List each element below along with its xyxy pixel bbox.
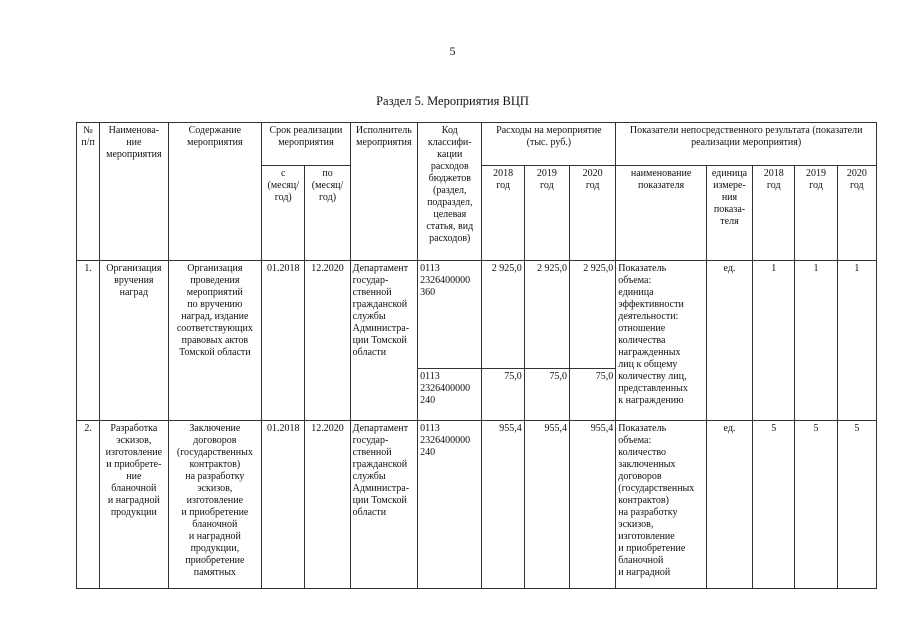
row-num: 1. [77, 261, 100, 421]
header-name: Наименова- ние мероприятия [100, 123, 168, 261]
header-period-from: с (месяц/ год) [262, 166, 305, 261]
row-num: 2. [77, 421, 100, 589]
events-table [76, 122, 877, 589]
row-exp-2020: 955,4 [569, 421, 615, 589]
header-num: № п/п [77, 123, 100, 261]
row-content: Организация проведения мероприятий по вручению наград, издание соответствующих правовых актов Томской области [168, 261, 262, 421]
row-exp-2020: 75,0 [569, 369, 615, 421]
row-name: Разработка эскизов, изготовление и приобрете- ние бланочной и наградной продукции [100, 421, 168, 589]
header-row-1 [77, 123, 877, 166]
row-name: Организация вручения наград [100, 261, 168, 421]
header-content: Содержание мероприятия [168, 123, 262, 261]
row-content: Заключение договоров (государственных контрактов) на разработку эскизов, изготовление и приобретение бланочной и наградной продукции, приобретение памятных [168, 421, 262, 589]
row-executor: Департамент государ- ственной гражданской службы Администра- ции Томской области [350, 421, 417, 589]
row-executor: Департамент государ- ственной гражданской службы Администра- ции Томской области [350, 261, 417, 421]
section-title: Раздел 5. Мероприятия ВЦП [376, 94, 529, 108]
row-from: 01.2018 [262, 261, 305, 421]
row-exp-2019: 75,0 [524, 369, 569, 421]
row-exp-2018: 2 925,0 [482, 261, 524, 369]
header-exp-2018: 2018 год [482, 166, 524, 261]
row-ind-2020: 5 [837, 421, 876, 589]
header-ind-2020: 2020 год [837, 166, 876, 261]
row-indicator-name: Показатель объема: единица эффективности деятельности: отношение количества награжденных лиц к общему количеству лиц, представленных к награждению [616, 261, 707, 421]
header-ind-2019: 2019 год [795, 166, 837, 261]
row-indicator-unit: ед. [706, 421, 752, 589]
table-row [77, 261, 877, 369]
row-ind-2020: 1 [837, 261, 876, 421]
header-exp-2019: 2019 год [524, 166, 569, 261]
header-indicators: Показатели непосредственного результата (показатели реализации мероприятия) [616, 123, 877, 166]
row-exp-2020: 2 925,0 [569, 261, 615, 369]
header-period-to: по (месяц/ год) [305, 166, 350, 261]
header-period: Срок реализации мероприятия [262, 123, 351, 166]
header-indicator-unit: единица измере- ния показа- теля [706, 166, 752, 261]
row-to: 12.2020 [305, 261, 350, 421]
row-code: 0113 2326400000 240 [418, 421, 482, 589]
row-exp-2019: 955,4 [524, 421, 569, 589]
table-row [77, 421, 877, 589]
header-expenses: Расходы на мероприятие (тыс. руб.) [482, 123, 616, 166]
row-indicator-unit: ед. [706, 261, 752, 421]
row-ind-2018: 1 [753, 261, 795, 421]
row-code: 0113 2326400000 360 [418, 261, 482, 369]
header-indicator-name: наименование показателя [616, 166, 707, 261]
row-ind-2018: 5 [753, 421, 795, 589]
row-ind-2019: 5 [795, 421, 837, 589]
row-ind-2019: 1 [795, 261, 837, 421]
row-code: 0113 2326400000 240 [418, 369, 482, 421]
row-exp-2018: 75,0 [482, 369, 524, 421]
row-to: 12.2020 [305, 421, 350, 589]
page-number: 5 [449, 44, 456, 58]
row-exp-2018: 955,4 [482, 421, 524, 589]
row-indicator-name: Показатель объема: количество заключенных договоров (государственных контрактов) на разработку эскизов, изготовление и приобретение бланочной и наградной [616, 421, 707, 589]
row-from: 01.2018 [262, 421, 305, 589]
header-executor: Исполнитель мероприятия [350, 123, 417, 261]
header-code: Код классифи- кации расходов бюджетов (раздел, подраздел, целевая статья, вид расходов) [418, 123, 482, 261]
header-exp-2020: 2020 год [569, 166, 615, 261]
header-ind-2018: 2018 год [753, 166, 795, 261]
row-exp-2019: 2 925,0 [524, 261, 569, 369]
